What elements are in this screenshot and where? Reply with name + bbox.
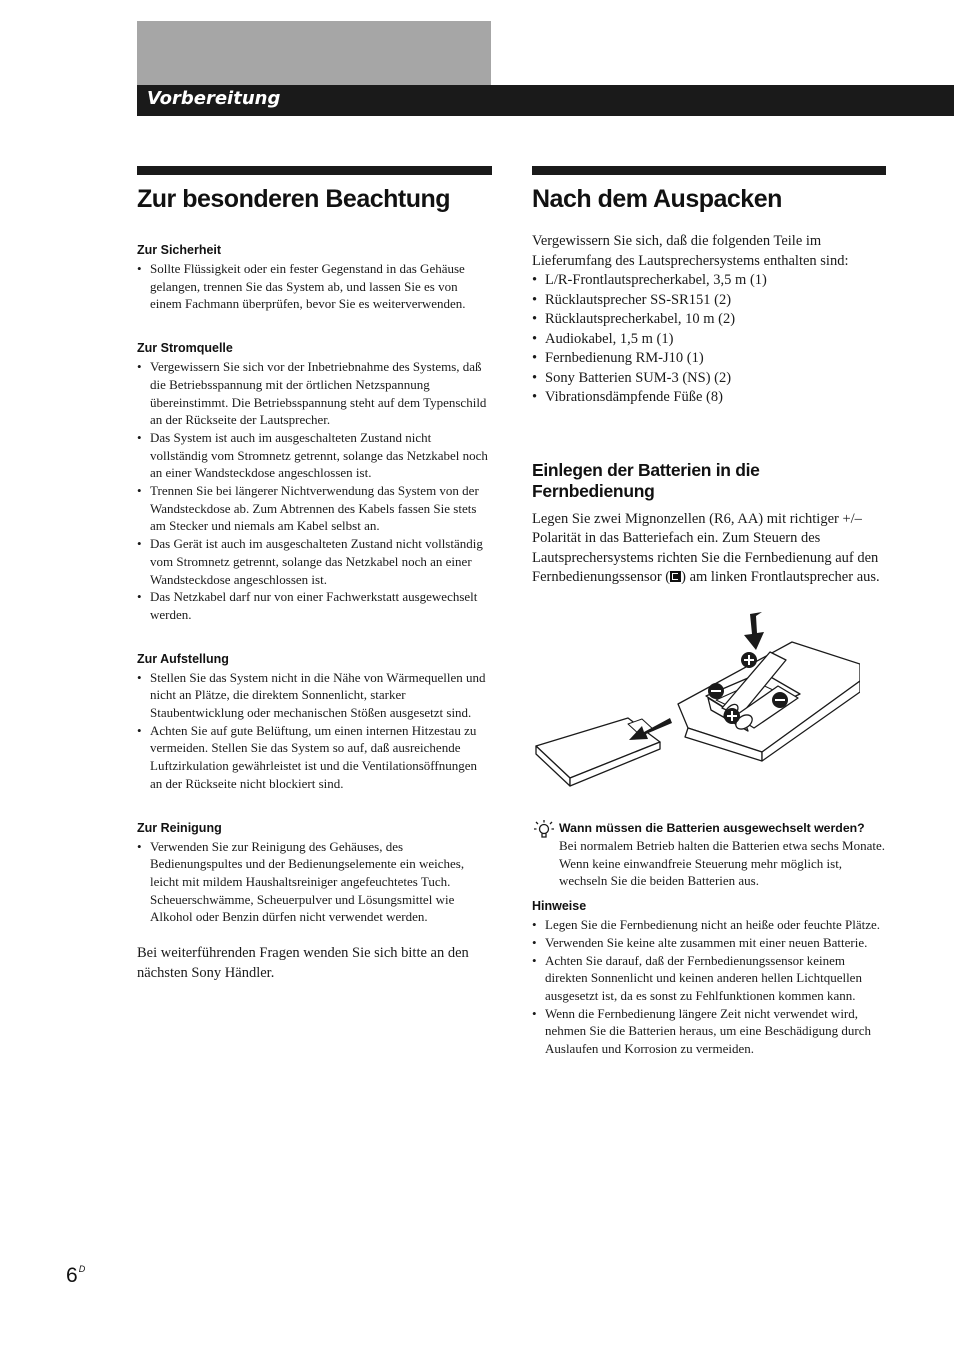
note-item: • Wenn die Fernbedienung längere Zeit nicht verwendet wird, nehmen Sie die Batterien heraus, um eine Beschädigung durch Auslaufen und Korrosion zu vermeiden. <box>532 1005 886 1058</box>
section-heading: Zur Aufstellung <box>137 651 229 666</box>
left-title: Zur besonderen Beachtung <box>137 185 451 213</box>
title-rule <box>532 166 886 175</box>
parts-item: • Vibrationsdämpfende Füße (8) <box>532 388 886 408</box>
lightbulb-icon <box>532 818 556 840</box>
page-number-value: 6 <box>66 1264 78 1287</box>
tip-box <box>532 820 886 890</box>
list-item: • Sollte Flüssigkeit oder ein fester Gegenstand in das Gehäuse gelangen, trennen Sie das System ab, und lassen Sie es von einem Fachmann überprüfen, bevor Sie es weiterverwenden. <box>137 260 492 313</box>
tips-block <box>532 820 886 1058</box>
closing-text: Bei weiterführenden Fragen wenden Sie sich bitte an den nächsten Sony Händler. <box>137 945 469 981</box>
note-item: • Legen Sie die Fernbedienung nicht an heiße oder feuchte Plätze. <box>532 916 886 934</box>
parts-intro: Vergewissern Sie sich, daß die folgenden Teile im Lieferumfang des Lautsprechersystems enthalten sind: <box>532 233 849 269</box>
header-gray-tab <box>137 21 491 85</box>
tip-heading: Wann müssen die Batterien ausgewechselt werden? <box>559 821 865 835</box>
battery-text-part: ) am linken Frontlautsprecher aus. <box>681 569 880 585</box>
right-column <box>532 166 886 588</box>
note-item: • Achten Sie darauf, daß der Fernbedienungssensor keinem direkten Sonnenlicht und keinen anderen hellen Lichtquellen ausgesetzt ist, da es sonst zu Fehlfunktionen kommen kann. <box>532 952 886 1005</box>
battery-text <box>532 510 886 588</box>
parts-item: • Fernbedienung RM-J10 (1) <box>532 349 886 369</box>
notes-heading: Hinweise <box>532 899 587 914</box>
list-item: • Das Gerät ist auch im ausgeschalteten Zustand nicht vollständig vom Stromnetz getrennt, solange das Netzkabel noch an einer Wandsteckdose angeschlossen ist. <box>137 535 492 588</box>
list-item: • Trennen Sie bei längerer Nichtverwendung das System von der Wandsteckdose ab. Zum Abtrennen des Kabels fassen Sie stets am Stecker und niemals am Kabel selbst an. <box>137 482 492 535</box>
section-heading: Zur Sicherheit <box>137 243 222 257</box>
section-heading: Zur Reinigung <box>137 820 222 835</box>
battery-text-part: Legen Sie zwei Mignonzellen (R6, AA) mit richtiger +/– Polarität in das Batteriefach ein. Zum Steuern des Lautsprechersystems richten Sie die Fernbedienung auf den Fernbedienungssensor ( <box>532 510 879 585</box>
list-item: • Verwenden Sie zur Reinigung des Gehäuses, des Bedienungspultes und der Bedienungselemente ein weiches, leicht mit mildem Haushaltsreiniger angefeuchtetes Tuch. Scheuerschwämme, Scheuerpulver und Lösungsmittel wie Alkohol oder Benzin dürfen nicht verwendet werden. <box>137 838 492 927</box>
parts-item: • Rücklautsprecherkabel, 10 m (2) <box>532 310 886 330</box>
list-item: • Vergewissern Sie sich vor der Inbetriebnahme des Systems, daß die Betriebsspannung mit der örtlichen Netzspannung übereinstimmt. Die Betriebsspannung steht auf dem Typenschild an der Rückseite der Lautsprecher. <box>137 358 492 429</box>
section-power <box>137 340 492 624</box>
remote-sensor-icon <box>670 571 681 582</box>
parts-item: • Rücklautsprecher SS-SR151 (2) <box>532 291 886 311</box>
section-heading: Zur Stromquelle <box>137 341 233 356</box>
list-item: • Stellen Sie das System nicht in die Nähe von Wärmequellen und nicht an Plätze, die direktem Sonnenlicht, starker Staubentwicklung oder mechanischen Stößen ausgesetzt sind. <box>137 669 492 722</box>
section-safety <box>137 242 492 313</box>
right-title: Nach dem Auspacken <box>532 185 782 213</box>
page-number-suffix: D <box>78 1264 86 1274</box>
battery-illustration <box>530 606 860 806</box>
parts-item: • Sony Batterien SUM-3 (NS) (2) <box>532 369 886 389</box>
page-number <box>66 1264 85 1288</box>
section-cleaning <box>137 820 492 927</box>
parts-item: • L/R-Frontlautsprecherkabel, 3,5 m (1) <box>532 271 886 291</box>
title-rule <box>137 166 492 175</box>
section-label: Vorbereitung <box>147 88 281 109</box>
parts-item: • Audiokabel, 1,5 m (1) <box>532 330 886 350</box>
section-placement <box>137 651 492 793</box>
tip-text: Bei normalem Betrieb halten die Batterien etwa sechs Monate. Wenn keine einwandfreie Steuerung mehr möglich ist, wechseln Sie die beiden Batterien aus. <box>559 838 885 889</box>
list-item: • Das System ist auch im ausgeschalteten Zustand nicht vollständig vom Stromnetz getrennt, solange das Netzkabel noch an einer Wandsteckdose angeschlossen ist. <box>137 429 492 482</box>
list-item: • Das Netzkabel darf nur von einer Fachwerkstatt ausgewechselt werden. <box>137 588 492 623</box>
list-item: • Achten Sie auf gute Belüftung, um einen internen Hitzestau zu vermeiden. Stellen Sie das System so auf, daß ausreichende Luftzirkulation gewährleistet ist und die Ventilationsöffnungen an der Rückseite nicht blockiert sind. <box>137 722 492 793</box>
left-column <box>137 166 492 983</box>
note-item: • Verwenden Sie keine alte zusammen mit einer neuen Batterie. <box>532 934 886 952</box>
battery-heading: Einlegen der Batterien in die Fernbedienung <box>532 459 760 501</box>
